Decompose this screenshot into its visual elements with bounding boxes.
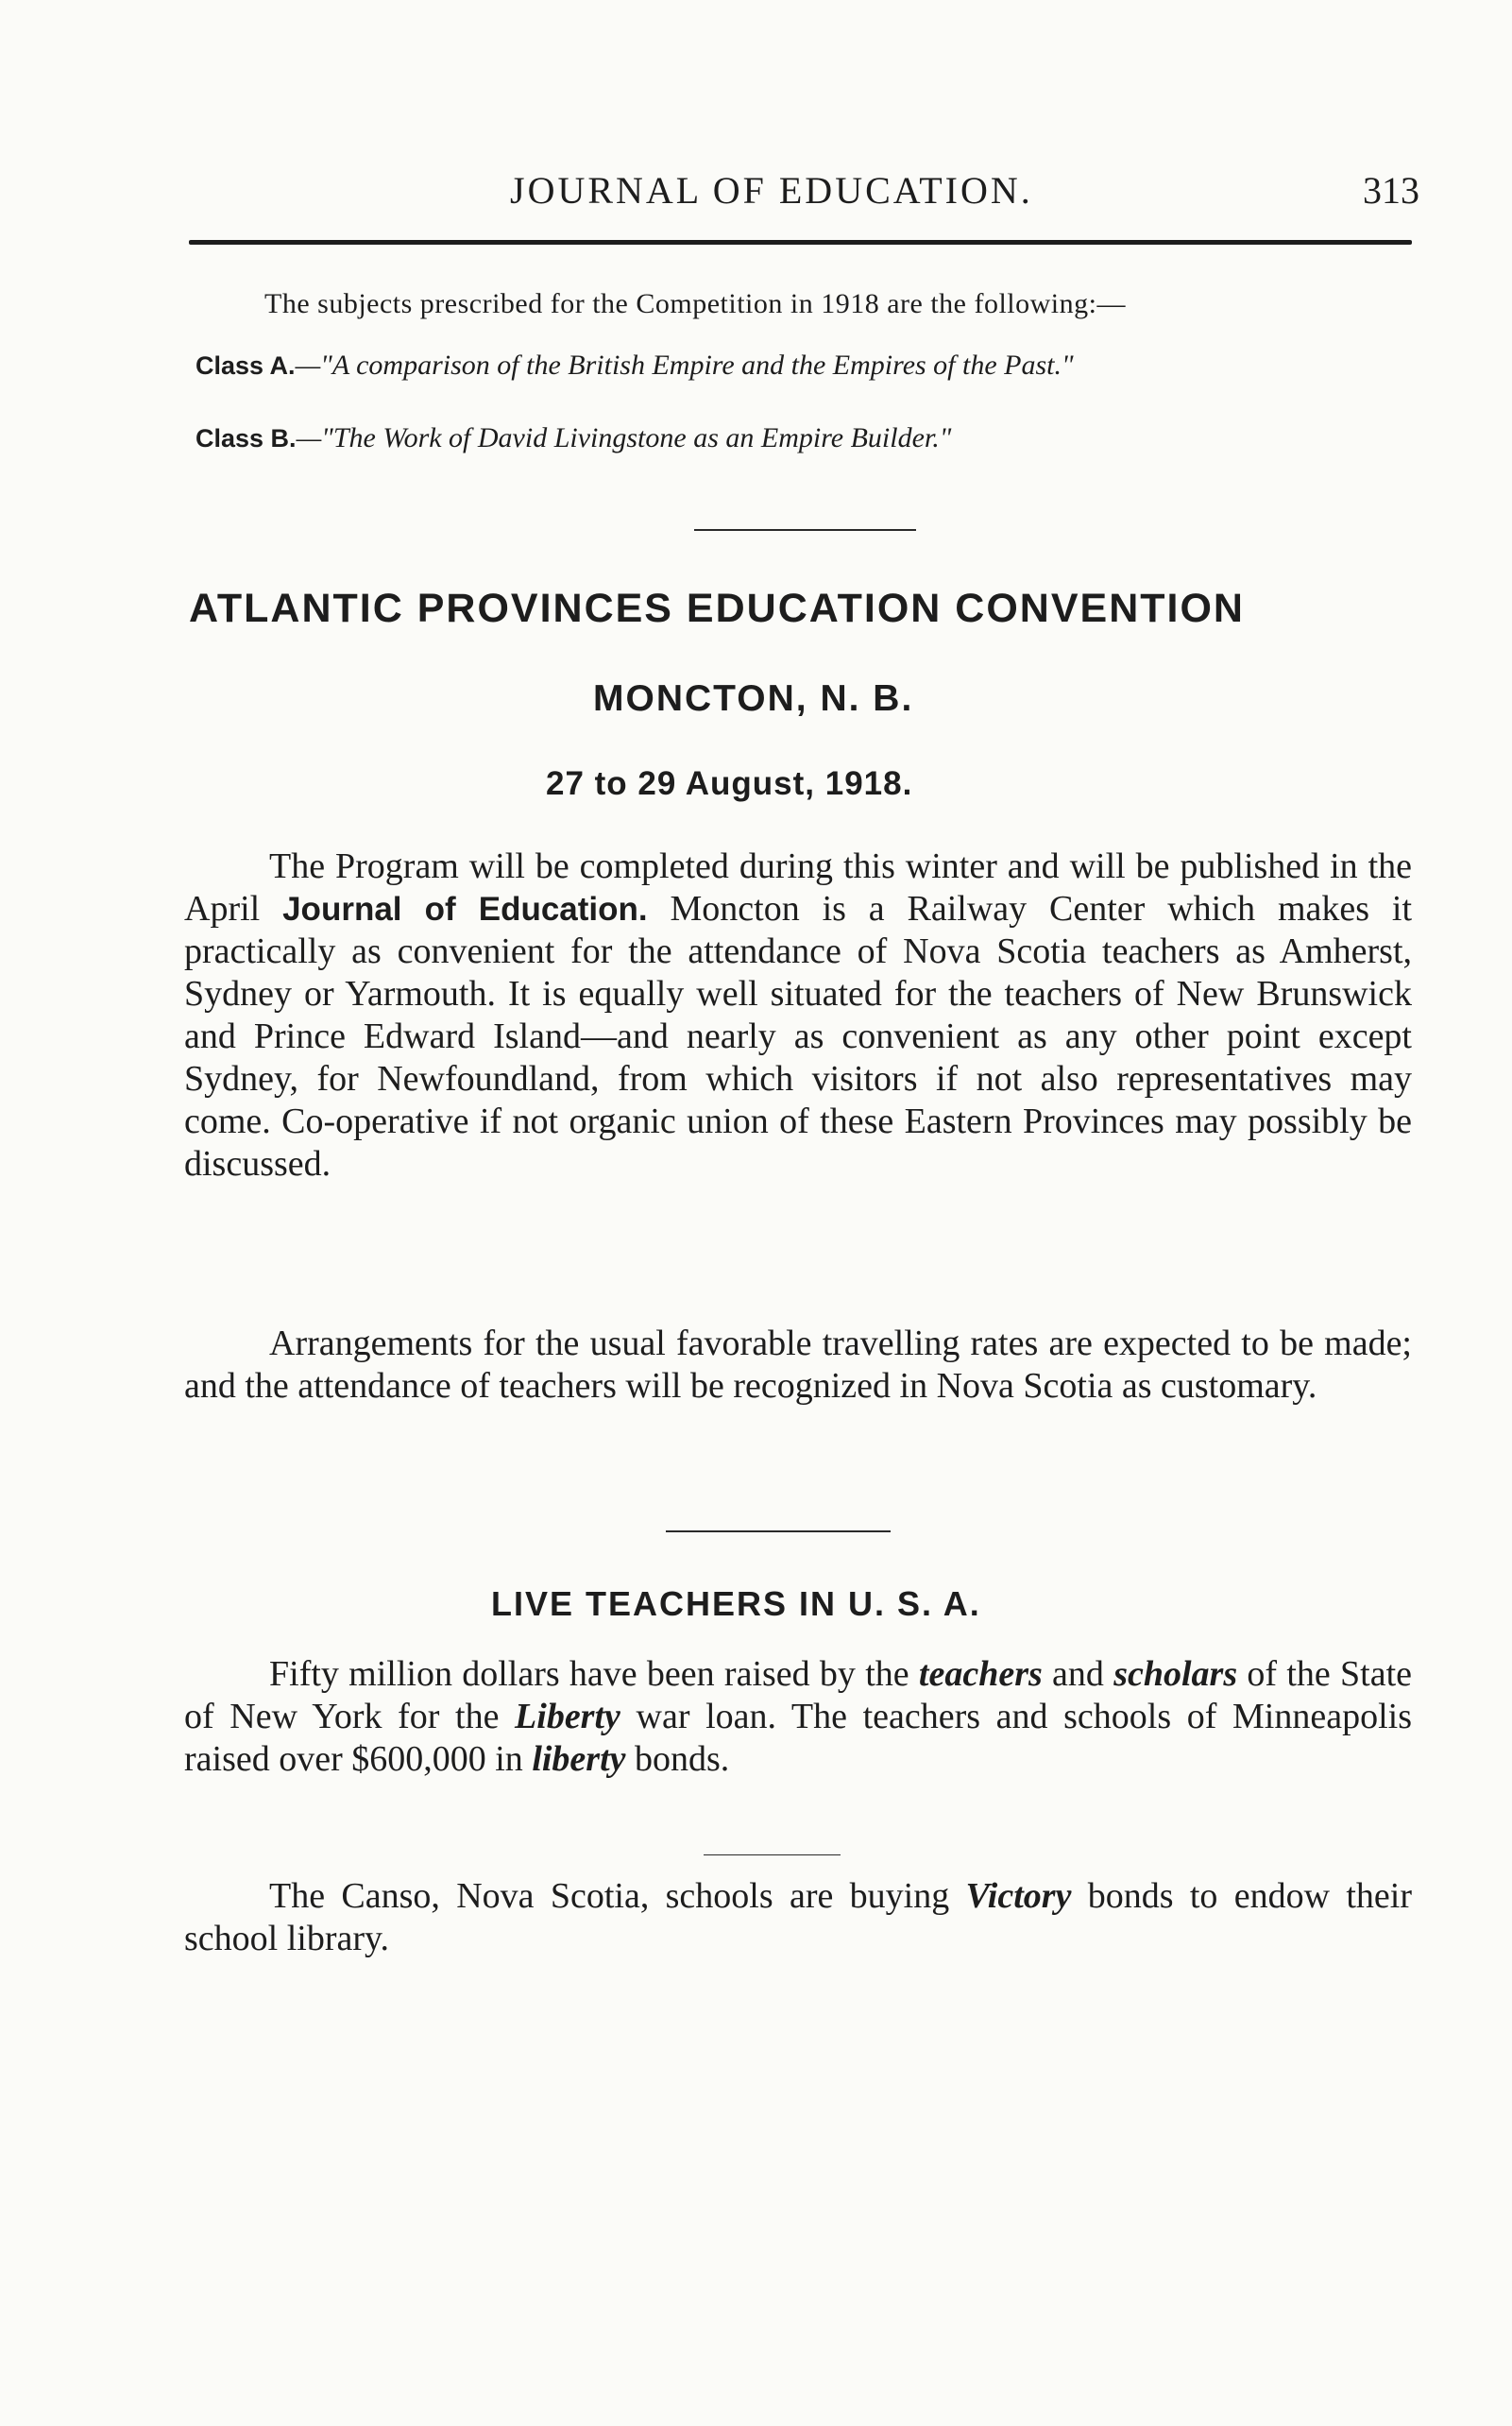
class-b-label: Class B.	[195, 424, 297, 453]
p1-text-a: Fifty million dollars have been raised by the	[269, 1654, 919, 1694]
liberty-emphasis: Liberty	[515, 1697, 620, 1736]
competition-intro: The subjects prescribed for the Competition in 1918 are the following:—	[264, 288, 1126, 319]
page-number: 313	[1363, 169, 1419, 212]
teachers-emphasis: teachers	[918, 1654, 1043, 1694]
victory-emphasis: Victory	[965, 1876, 1072, 1916]
class-b-topic: —"The Work of David Livingstone as an Empire Builder."	[296, 422, 952, 453]
para1-text-b: Moncton is a Railway Center which makes it practically as convenient for the attendance of Nova Scotia teachers as Amherst, Sydney or Yarmouth. It is equally well situated for the teachers of New Brunswick and Prince Edward Island—and nearly as convenient as any other point except Sydney, for Newfoundland, from which visitors if not also representatives may come. Co-operative if not organic union of these Eastern Provinces may possibly be discussed.	[184, 889, 1413, 1184]
class-a-line	[195, 350, 1074, 382]
live-teachers-title: LIVE TEACHERS IN U. S. A.	[491, 1584, 981, 1623]
travel-paragraph: Arrangements for the usual favorable travelling rates are expected to be made; and the attendance of teachers will be recognized in Nova Scotia as customary.	[184, 1324, 1412, 1406]
running-title: JOURNAL OF EDUCATION.	[510, 169, 1033, 212]
convention-dates: 27 to 29 August, 1918.	[546, 765, 913, 802]
p1-text-c: of the State of New York for the	[184, 1654, 1412, 1736]
p2-text-a: The Canso, Nova Scotia, schools are buying	[269, 1876, 966, 1916]
journal-name: Journal of Education.	[282, 891, 648, 928]
convention-title: ATLANTIC PROVINCES EDUCATION CONVENTION	[189, 586, 1245, 631]
scholars-emphasis: scholars	[1113, 1654, 1238, 1694]
class-a-topic: —"A comparison of the British Empire and the Empires of the Past."	[295, 350, 1074, 381]
p1-text-e: bonds.	[625, 1739, 730, 1779]
p1-text-b: and	[1042, 1654, 1114, 1694]
p1-text-d: war loan. The teachers and schools of Minneapolis raised over $600,000 in	[184, 1697, 1412, 1779]
convention-paragraph	[184, 846, 1412, 1186]
section-divider	[666, 1530, 891, 1532]
class-b-line	[195, 422, 951, 454]
class-a-label: Class A.	[195, 351, 296, 380]
liberty-loan-paragraph	[184, 1653, 1412, 1781]
liberty-bonds-emphasis: liberty	[532, 1739, 626, 1779]
section-divider	[694, 529, 916, 531]
p2-text-b: bonds to endow their school library.	[184, 1876, 1413, 1958]
convention-place: MONCTON, N. B.	[593, 678, 914, 719]
header-rule	[189, 240, 1412, 245]
section-divider	[704, 1854, 841, 1855]
canso-paragraph	[184, 1875, 1412, 1960]
para1-text-a: The Program will be completed during this winter and will be published in the April	[184, 846, 1412, 929]
